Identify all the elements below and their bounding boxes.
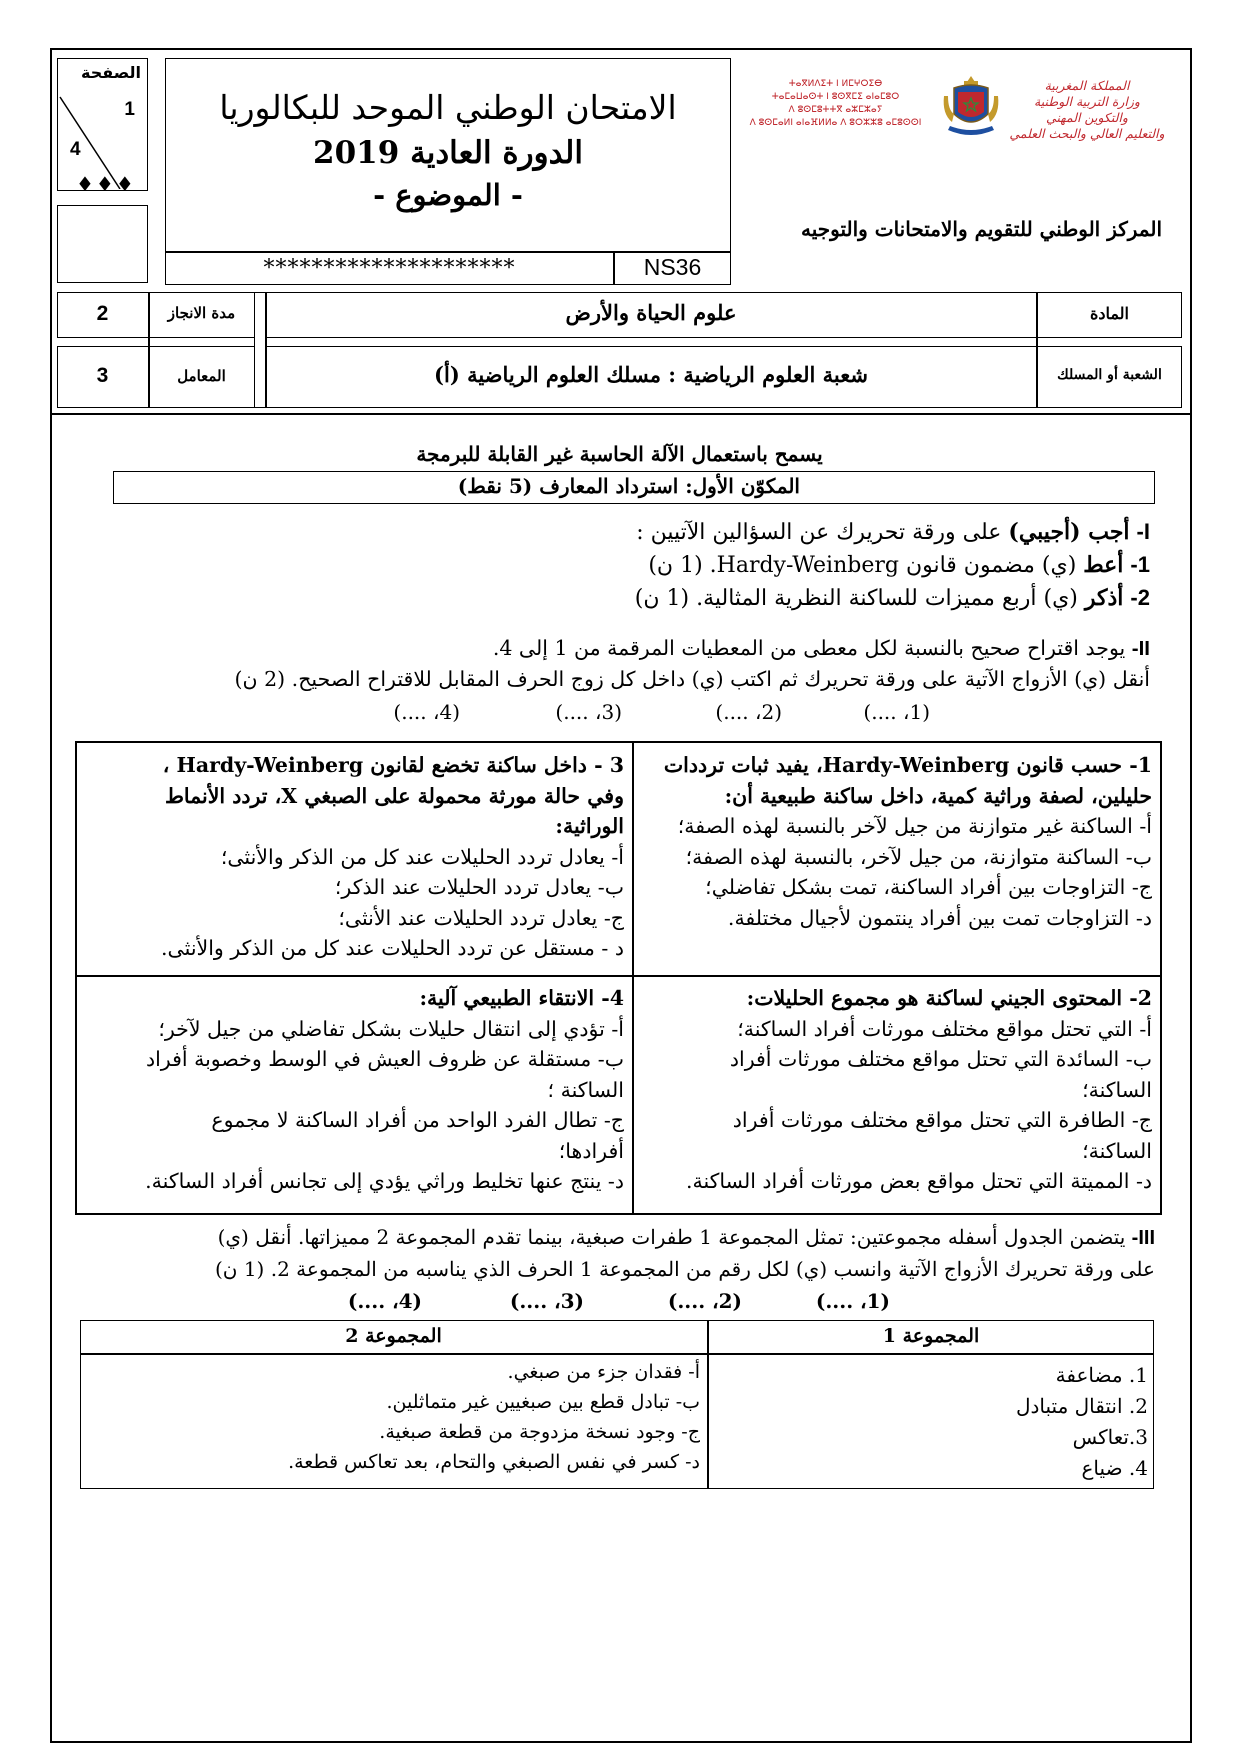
part-II-line1: يوجد اقتراح صحيح بالنسبة لكل معطى من المعطيات المرقمة من 1 إلى 4. bbox=[492, 636, 1126, 660]
qcm-item-1 bbox=[634, 746, 1160, 937]
pair: (4، ....) bbox=[393, 700, 460, 724]
qcm-title: حليلين، لصفة وراثية كمية، داخل ساكنة طبيعية أن: bbox=[724, 783, 1152, 808]
group2-list bbox=[100, 1357, 700, 1477]
info-gap bbox=[255, 293, 265, 407]
subject-label: المادة bbox=[1090, 304, 1129, 323]
qcm-title: وفي حالة مورثة محمولة على الصبغي X، تردد الأنماط bbox=[164, 783, 624, 808]
q1-bold: أعط bbox=[1083, 552, 1124, 578]
qcm-option: أفرادها؛ bbox=[558, 1138, 624, 1163]
qcm-option: أ- يعادل تردد الحليلات عند كل من الذكر والأنثى؛ bbox=[220, 844, 624, 869]
qcm-option: ب- السائدة التي تحتل مواقع مختلف مورثات أفراد bbox=[729, 1047, 1152, 1071]
part-III-line2: على ورقة تحريرك الأزواج الآتية وانسب (ي) لكل رقم من المجموعة 1 الحرف الذي يناسبه من المجموعة 2. (1 ن) bbox=[214, 1257, 1155, 1281]
stars: ********************* bbox=[263, 256, 516, 281]
q1-text: (ي) مضمون قانون Hardy-Weinberg. (1 ن) bbox=[648, 553, 1077, 578]
qcm-option: ب- الساكنة متوازنة، من جيل لآخر، بالنسبة لهذه الصفة؛ bbox=[685, 844, 1152, 869]
subject-value: علوم الحياة والأرض bbox=[565, 300, 737, 325]
page-label: الصفحة bbox=[80, 65, 141, 82]
session: الدورة العادية 2019 bbox=[313, 135, 583, 171]
tifinagh-block bbox=[728, 78, 943, 130]
groups-header-sep bbox=[80, 1353, 1154, 1355]
exam-title: الامتحان الوطني الموحد للبكالوريا bbox=[219, 88, 677, 127]
coef-label: المعامل bbox=[177, 367, 226, 385]
group1-header: المجموعة 1 bbox=[882, 1325, 980, 1347]
group2-item: ب- تبادل قطع بين صبغيين غير متماثلين. bbox=[386, 1391, 700, 1413]
subject-word: - الموضوع - bbox=[373, 178, 523, 212]
q1-num: 1- bbox=[1130, 552, 1150, 577]
part-II bbox=[90, 633, 1150, 695]
q2-num: 2- bbox=[1130, 585, 1150, 610]
qcm-option: د- ينتج عنها تخليط وراثي يؤدي إلى تجانس أفراد الساكنة. bbox=[145, 1169, 624, 1193]
group1-item: 1. مضاعفة bbox=[1055, 1363, 1148, 1387]
part-II-num: II- bbox=[1131, 637, 1150, 660]
page-total: 4 bbox=[70, 139, 81, 160]
group1-item: 3.تعاكس bbox=[1072, 1425, 1148, 1449]
qcm-option: ج- التزاوجات بين أفراد الساكنة، تمت بشكل تفاضلي؛ bbox=[705, 875, 1152, 899]
part-III-line1: يتضمن الجدول أسفله مجموعتين: تمثل المجموعة 1 طفرات صبغية، بينما تقدم المجموعة 2 مميزاتها. أنقل (ي) bbox=[217, 1225, 1126, 1249]
part-I-intro-bold: أجب (أجيبي) bbox=[1008, 519, 1130, 545]
page-number: 1 bbox=[124, 99, 135, 120]
ministry-line: وزارة التربية الوطنية bbox=[1034, 94, 1140, 109]
qcm-option: الساكنة؛ bbox=[1082, 1138, 1152, 1163]
empty-box bbox=[57, 205, 148, 283]
qcm-option: ج- الطافرة التي تحتل مواقع مختلف مورثات أفراد bbox=[732, 1108, 1152, 1132]
qcm-option: د- المميتة التي تحتل مواقع بعض مورثات أفراد الساكنة. bbox=[685, 1169, 1152, 1193]
qcm-option: ب- مستقلة عن ظروف العيش في الوسط وخصوبة أفراد bbox=[145, 1047, 624, 1071]
group2-item: ج- وجود نسخة مزدوجة من قطعة صبغية. bbox=[379, 1421, 700, 1443]
q2-text: (ي) أربع مميزات للساكنة النظرية المثالية. (1 ن) bbox=[634, 586, 1078, 611]
part-I bbox=[90, 516, 1150, 615]
tifinagh-line: ⵜⴰⵎⴰⵡⴰⵙⵜ ⵏ ⵓⵙⴳⵎⵉ ⴰⵏⴰⵎⵓⵔ bbox=[771, 92, 900, 102]
qcm-item-2 bbox=[634, 979, 1160, 1201]
ministry-block bbox=[992, 78, 1182, 142]
group1-item: 2. انتقال متبادل bbox=[1015, 1394, 1148, 1418]
qcm-option: ج- يعادل تردد الحليلات عند الأنثى؛ bbox=[338, 905, 624, 930]
header-separator bbox=[50, 413, 1192, 415]
group1-item: 4. ضياع bbox=[1081, 1456, 1148, 1480]
part-III-num: III- bbox=[1131, 1227, 1155, 1249]
pair: (1، ....) bbox=[815, 1289, 890, 1313]
group2-item: أ- فقدان جزء من صبغي. bbox=[507, 1361, 700, 1383]
page-diagonal bbox=[58, 59, 146, 189]
qcm-hsep bbox=[75, 975, 1162, 977]
diamonds: ♦♦♦ bbox=[76, 172, 136, 196]
qcm-title: 1- حسب قانون Hardy-Weinberg، يفيد ثبات ترددات bbox=[663, 753, 1152, 777]
tifinagh-line: ⴷ ⵓⵙⵎⵓⵜⵜⴳ ⴰⵣⵎⵣⴰⵢ bbox=[788, 105, 883, 115]
group2-item: د- كسر في نفس الصبغي والتحام، بعد تعاكس قطعة. bbox=[288, 1451, 700, 1473]
center-name: المركز الوطني للتقويم والامتحانات والتوجيه bbox=[801, 217, 1162, 241]
part-III bbox=[75, 1222, 1155, 1285]
qcm-option: الساكنة؛ bbox=[1082, 1077, 1152, 1102]
ministry-line: والتعليم العالي والبحث العلمي bbox=[1009, 126, 1165, 141]
qcm-option: أ- تؤدي إلى انتقال حليلات بشكل تفاضلي من جيل لآخر؛ bbox=[158, 1016, 624, 1041]
qcm-option: د- التزاوجات تمت بين أفراد ينتمون لأجيال مختلفة. bbox=[727, 905, 1152, 930]
pair: (3، ....) bbox=[555, 700, 622, 724]
qcm-title: 2- المحتوى الجيني لساكنة هو مجموع الحليلات: bbox=[746, 986, 1152, 1010]
qcm-title: الوراثية: bbox=[555, 814, 624, 838]
part-I-intro: على ورقة تحريرك عن السؤالين الآتيين : bbox=[636, 520, 1002, 545]
qcm-item-4 bbox=[77, 979, 632, 1201]
part-title: المكوّن الأول: استرداد المعارف (5 نقط) bbox=[457, 474, 800, 498]
duration-label: مدة الانجاز bbox=[167, 304, 236, 322]
group1-list bbox=[728, 1360, 1148, 1484]
tifinagh-line: ⵜⴰⴳⵍⴷⵉⵜ ⵏ ⵍⵎⵖⵔⵉⴱ bbox=[788, 79, 883, 89]
pair: (3، ....) bbox=[509, 1289, 584, 1313]
qcm-option: د - مستقل عن تردد الحليلات عند كل من الذكر والأنثى. bbox=[161, 936, 624, 960]
exam-code: NS36 bbox=[643, 254, 702, 280]
calculator-note: يسمح باستعمال الآلة الحاسبة غير القابلة للبرمجة bbox=[416, 442, 823, 466]
qcm-title: 4- الانتقاء الطبيعي آلية: bbox=[419, 986, 624, 1010]
pair: (2، ....) bbox=[715, 700, 782, 724]
coef-value: 3 bbox=[96, 364, 109, 387]
ministry-line: المملكة المغربية bbox=[1044, 78, 1130, 93]
qcm-item-3 bbox=[77, 746, 632, 968]
q2-bold: أذكر bbox=[1084, 585, 1124, 611]
pair: (2، ....) bbox=[667, 1289, 742, 1313]
group2-header: المجموعة 2 bbox=[345, 1325, 442, 1347]
tifinagh-line: ⴷ ⵓⵙⵎⴰⵍⵏ ⴰⵏⴰⴼⵍⵍⴰ ⴷ ⵓⵔⵣⵣⵓ ⴰⵎⵓⵙⵙⵏ bbox=[749, 118, 922, 128]
part-I-num: I- bbox=[1136, 519, 1150, 544]
branch-value: شعبة العلوم الرياضية : مسلك العلوم الرياضية (أ) bbox=[434, 362, 868, 387]
ministry-line: والتكوين المهني bbox=[1046, 110, 1128, 125]
qcm-option: ج- تطال الفرد الواحد من أفراد الساكنة لا مجموع bbox=[211, 1108, 624, 1132]
qcm-title: 3 - داخل ساكنة تخضع لقانون Hardy-Weinberg ، bbox=[162, 753, 624, 777]
qcm-option: أ- الساكنة غير متوازنة من جيل لآخر بالنسبة لهذه الصفة؛ bbox=[677, 814, 1152, 838]
qcm-option: أ- التي تحتل مواقع مختلف مورثات أفراد الساكنة؛ bbox=[737, 1016, 1152, 1041]
pair: (4، ....) bbox=[347, 1289, 422, 1313]
duration-value: 2 bbox=[96, 302, 109, 325]
qcm-option: ب- يعادل تردد الحليلات عند الذكر؛ bbox=[334, 875, 624, 899]
branch-label: الشعبة أو المسلك bbox=[1057, 367, 1162, 383]
part-II-line2: أنقل (ي) الأزواج الآتية على ورقة تحريرك ثم اكتب (ي) داخل كل زوج الحرف المقابل للاقتراح الصحيح. (2 ن) bbox=[234, 667, 1150, 691]
qcm-option: الساكنة ؛ bbox=[547, 1077, 624, 1102]
pair: (1، ....) bbox=[863, 700, 930, 724]
